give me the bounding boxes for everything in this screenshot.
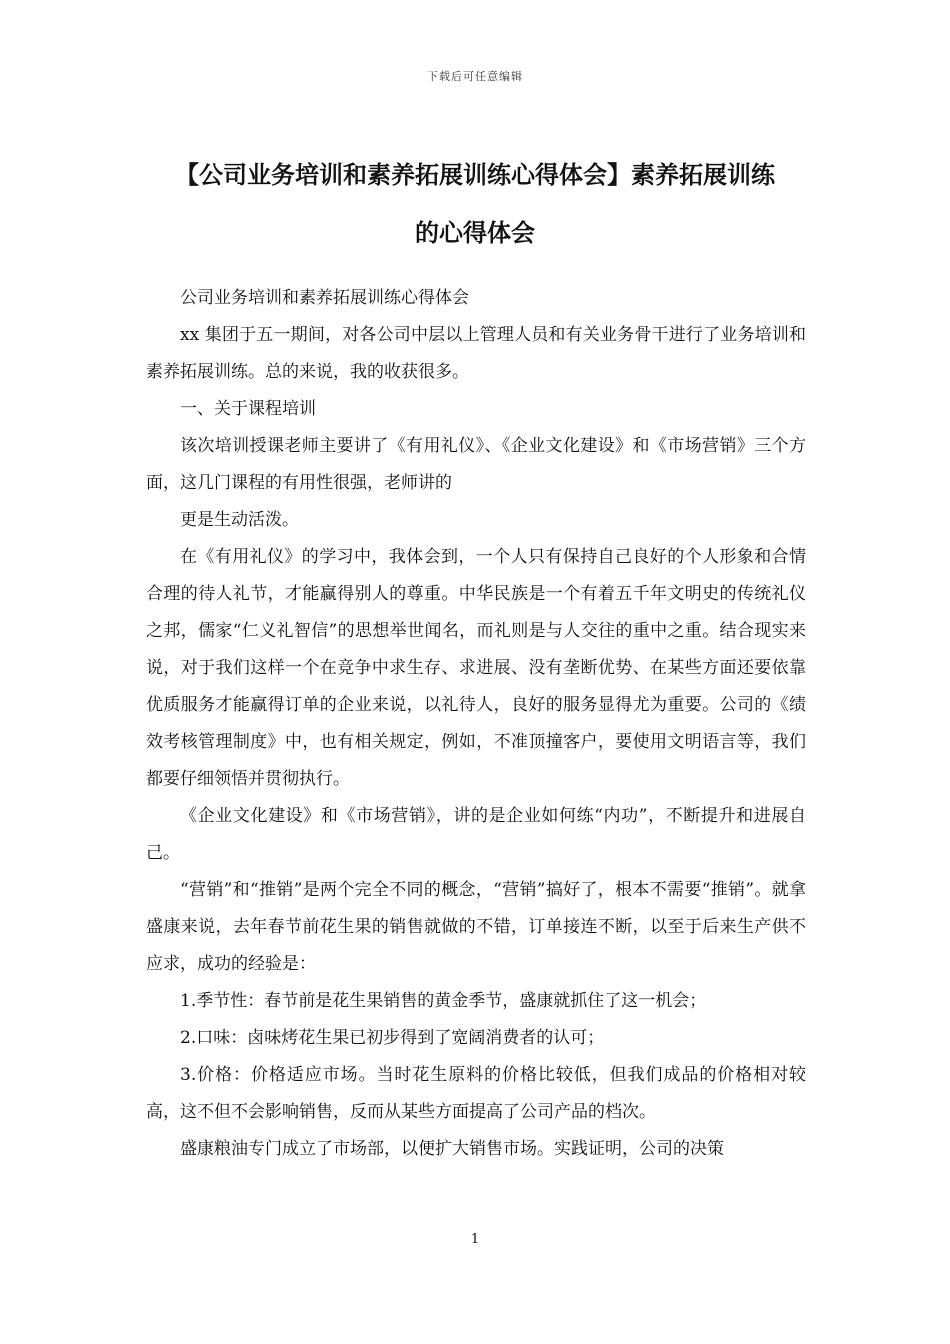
page-number: 1 (470, 1232, 480, 1247)
paragraph-courses: 该次培训授课老师主要讲了《有用礼仪》、《企业文化建设》和《市场营销》三个方面，这几门课程的有用性很强，老师讲的 (146, 436, 806, 493)
list-item-price: 3.价格：价格适应市场。当时花生原料的价格比较低，但我们成品的价格相对较高，这不但不会影响销售，反而从某些方面提高了公司产品的档次。 (146, 1065, 806, 1122)
document-body (146, 280, 806, 1168)
paragraph-etiquette: 在《有用礼仪》的学习中，我体会到，一个人只有保持自己良好的个人形象和合情合理的待人礼节，才能赢得别人的尊重。中华民族是一个有着五千年文明史的传统礼仪之邦，儒家“仁义礼智信”的思想举世闻名，而礼则是与人交往的重中之重。结合现实来说，对于我们这样一个在竞争中求生存、求进展、没有垄断优势、在某些方面还要依靠优质服务才能赢得订单的企业来说，以礼待人，良好的服务显得尤为重要。公司的《绩效考核管理制度》中，也有相关规定，例如，不准顶撞客户，要使用文明语言等，我们都要仔细领悟并贯彻执行。 (146, 547, 806, 789)
paragraph-lively: 更是生动活泼。 (180, 510, 299, 530)
section-heading-course-training: 一、关于课程培训 (180, 399, 316, 419)
header-note: 下载后可任意编辑 (427, 70, 523, 83)
paragraph-intro: xx 集团于五一期间，对各公司中层以上管理人员和有关业务骨干进行了业务培训和素养拓展训练。总的来说，我的收获很多。 (146, 325, 806, 382)
title-line-1: 【公司业务培训和素养拓展训练心得体会】素养拓展训练 (175, 160, 775, 189)
title-line-2: 的心得体会 (415, 218, 535, 247)
paragraph-marketing-vs-selling: “营销”和“推销”是两个完全不同的概念，“营销”搞好了，根本不需要“推销”。就拿盛康来说，去年春节前花生果的销售就做的不错，订单接连不断，以至于后来生产供不应求，成功的经验是： (146, 880, 806, 974)
paragraph-market-department: 盛康粮油专门成立了市场部，以便扩大销售市场。实践证明，公司的决策 (180, 1139, 724, 1159)
list-item-seasonality: 1.季节性：春节前是花生果销售的黄金季节，盛康就抓住了这一机会； (180, 991, 707, 1011)
paragraph-subtitle: 公司业务培训和素养拓展训练心得体会 (180, 288, 469, 308)
list-item-flavor: 2.口味：卤味烤花生果已初步得到了宽阔消费者的认可； (180, 1028, 605, 1048)
document-title (60, 146, 890, 262)
paragraph-culture-marketing: 《企业文化建设》和《市场营销》，讲的是企业如何练“内功”，不断提升和进展自己。 (146, 806, 806, 863)
